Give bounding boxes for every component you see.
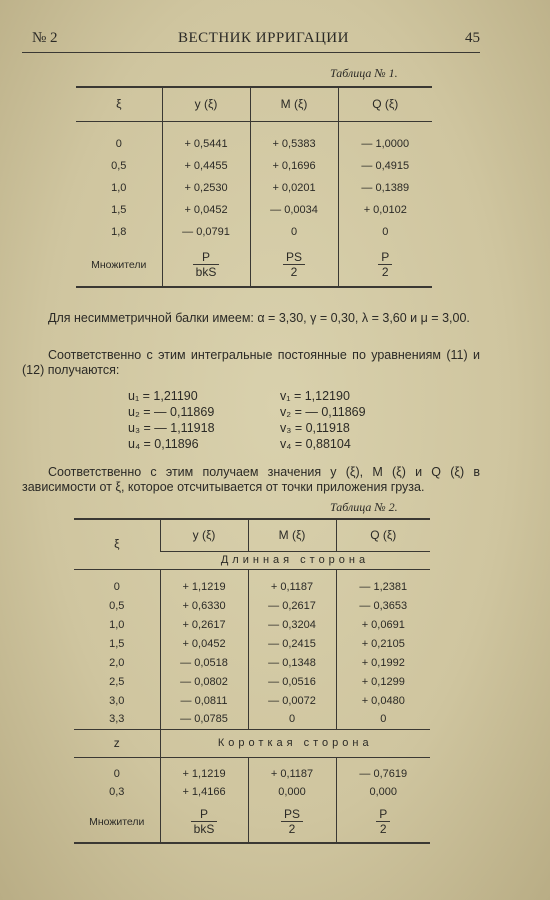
constants-row — [128, 436, 428, 452]
table-cell — [248, 801, 336, 843]
table-cell: — 0,0791 — [162, 221, 250, 243]
table2-header-row — [74, 519, 430, 551]
table1-col-xi: ξ — [76, 87, 162, 121]
table-cell: — 0,0811 — [160, 691, 248, 710]
multipliers-label: Множители — [91, 258, 147, 271]
table-cell: — 0,2617 — [248, 596, 336, 615]
constant-u: u₄ = 0,11896 — [128, 437, 199, 451]
table-cell: — 0,1348 — [248, 653, 336, 672]
fraction-numerator: P — [191, 807, 218, 822]
table2-spacer — [74, 569, 430, 577]
table2-spacer — [74, 757, 430, 765]
table-row — [74, 710, 430, 729]
fraction-denominator: 2 — [381, 265, 389, 279]
table-cell: 0,000 — [248, 783, 336, 801]
table-cell: + 0,0691 — [336, 615, 430, 634]
table-cell: + 1,4166 — [160, 783, 248, 801]
table-cell — [250, 243, 338, 287]
table-cell: + 0,0452 — [162, 199, 250, 221]
fraction-denominator: bkS — [195, 265, 217, 279]
table-cell: 1,0 — [111, 182, 127, 194]
table-cell: + 0,0102 — [338, 199, 432, 221]
issue-number: № 2 — [32, 30, 58, 46]
table-cell: — 0,0516 — [248, 672, 336, 691]
table-cell: — 1,0000 — [338, 133, 432, 155]
table2-col-m: M (ξ) — [248, 519, 336, 551]
table-cell — [162, 243, 250, 287]
table-cell: + 1,1219 — [160, 577, 248, 596]
table-cell: — 0,0034 — [250, 199, 338, 221]
fraction — [191, 807, 218, 836]
table-cell: — 0,7619 — [336, 765, 430, 783]
table-cell: 0,5 — [111, 160, 127, 172]
fraction-numerator: PS — [283, 250, 305, 265]
table-row — [74, 577, 430, 596]
constants-row — [128, 388, 428, 404]
table1-col-q: Q (ξ) — [338, 87, 432, 121]
table-cell: 0 — [336, 710, 430, 729]
table-row — [74, 783, 430, 801]
fraction-numerator: P — [378, 250, 392, 265]
table-row — [76, 155, 432, 177]
table-cell: + 0,0480 — [336, 691, 430, 710]
table-cell: + 1,1219 — [160, 765, 248, 783]
paragraph-values: Соответственно с этим получаем значения y (ξ), M (ξ) и Q (ξ) в зависимости от ξ, которое отсчитывается от точки приложения груза. — [22, 465, 480, 494]
constant-v: v₁ = 1,12190 — [280, 389, 350, 403]
table-row — [74, 653, 430, 672]
table-cell: — 0,4915 — [338, 155, 432, 177]
table-cell: 1,8 — [111, 226, 127, 238]
table-cell: + 0,6330 — [160, 596, 248, 615]
table1-header-row — [76, 87, 432, 121]
fraction-denominator: 2 — [379, 822, 387, 836]
constant-u: u₂ = — 0,11869 — [128, 405, 215, 419]
table-row — [74, 596, 430, 615]
fraction-denominator: bkS — [193, 822, 215, 836]
table-cell: + 0,1299 — [336, 672, 430, 691]
table-cell: + 0,0201 — [250, 177, 338, 199]
table-cell — [160, 801, 248, 843]
table-cell — [336, 801, 430, 843]
table-cell: 2,0 — [109, 656, 125, 669]
table-cell: 1,5 — [111, 204, 127, 216]
table-cell: + 0,1187 — [248, 765, 336, 783]
fraction — [283, 250, 305, 279]
constant-v: v₃ = 0,11918 — [280, 421, 350, 435]
table-cell: 2,5 — [109, 675, 125, 688]
table-cell: 0 — [338, 221, 432, 243]
table-cell: — 0,3204 — [248, 615, 336, 634]
table-cell: 3,3 — [74, 710, 160, 729]
table-cell: 0,5 — [109, 599, 125, 612]
table2-col-q: Q (ξ) — [336, 519, 430, 551]
short-side-label: Короткая сторона — [160, 729, 430, 757]
table-cell: 0 — [113, 768, 120, 780]
table2 — [74, 518, 430, 844]
table-row — [74, 634, 430, 653]
table-row — [74, 765, 430, 783]
page-header — [22, 30, 480, 53]
table-row — [74, 691, 430, 710]
table-cell: 0 — [250, 221, 338, 243]
fraction-denominator: 2 — [290, 265, 298, 279]
fraction-numerator: P — [193, 250, 220, 265]
table-cell: — 0,0802 — [160, 672, 248, 691]
short-col-label: z — [74, 729, 160, 757]
table-cell: + 0,2105 — [336, 634, 430, 653]
fraction — [376, 807, 390, 836]
table-cell: 0,000 — [336, 783, 430, 801]
table-row — [74, 615, 430, 634]
table-cell: + 0,1696 — [250, 155, 338, 177]
table-cell: — 0,0785 — [160, 710, 248, 729]
fraction-denominator: 2 — [288, 822, 296, 836]
table-cell: + 0,0452 — [160, 634, 248, 653]
table-cell: + 0,5383 — [250, 133, 338, 155]
table-cell: — 0,0518 — [160, 653, 248, 672]
table-cell: — 0,3653 — [336, 596, 430, 615]
constant-u: u₁ = 1,21190 — [128, 389, 198, 403]
table2-short-side-row — [74, 729, 430, 757]
table-cell: — 0,1389 — [338, 177, 432, 199]
table-cell: 0 — [115, 138, 122, 150]
page-number: 45 — [465, 30, 480, 46]
table-row — [74, 672, 430, 691]
paragraph-integral-constants: Соответственно с этим интегральные постоянные по уравнениям (11) и (12) получаются: — [22, 348, 480, 377]
fraction-numerator: PS — [281, 807, 303, 822]
table-cell: 0 — [248, 710, 336, 729]
table-cell — [338, 243, 432, 287]
table-cell: + 0,1992 — [336, 653, 430, 672]
table-cell: — 0,0072 — [248, 691, 336, 710]
constants-block — [128, 388, 428, 452]
table-cell: + 0,2617 — [160, 615, 248, 634]
table1-multipliers-row — [76, 243, 432, 287]
table2-caption: Таблица № 2. — [330, 500, 398, 514]
table-row — [76, 199, 432, 221]
table-cell: — 1,2381 — [336, 577, 430, 596]
table1-col-y: y (ξ) — [162, 87, 250, 121]
constant-v: v₂ = — 0,11869 — [280, 405, 366, 419]
paragraph-asymmetric-beam: Для несимметричной балки имеем: α = 3,30, γ = 0,30, λ = 3,60 и μ = 3,00. — [48, 311, 470, 325]
constants-row — [128, 420, 428, 436]
table-cell: 0,3 — [109, 786, 125, 798]
table-cell: 1,0 — [109, 618, 125, 631]
table-cell: + 0,1187 — [248, 577, 336, 596]
constant-u: u₃ = — 1,11918 — [128, 421, 215, 435]
constant-v: v₄ = 0,88104 — [280, 437, 351, 451]
table2-multipliers-row — [74, 801, 430, 843]
table-cell: + 0,5441 — [162, 133, 250, 155]
constants-row — [128, 404, 428, 420]
fraction — [281, 807, 303, 836]
table-cell: + 0,4455 — [162, 155, 250, 177]
table-row — [76, 221, 432, 243]
table-cell: 1,5 — [109, 637, 125, 650]
long-side-label: Длинная сторона — [160, 551, 430, 569]
table1-caption: Таблица № 1. — [330, 66, 398, 80]
table-cell: — 0,2415 — [248, 634, 336, 653]
table1-col-m: M (ξ) — [250, 87, 338, 121]
multipliers-label: Множители — [89, 815, 145, 828]
fraction — [378, 250, 392, 279]
table-cell: 0 — [113, 580, 120, 593]
table2-col-y: y (ξ) — [160, 519, 248, 551]
table2-col-xi: ξ — [74, 519, 160, 569]
table-row — [76, 177, 432, 199]
table-cell: 3,0 — [109, 694, 125, 707]
journal-title: ВЕСТНИК ИРРИГАЦИИ — [178, 30, 349, 46]
fraction — [193, 250, 220, 279]
table-row — [76, 133, 432, 155]
table1-spacer — [76, 121, 432, 133]
fraction-numerator: P — [376, 807, 390, 822]
table-cell: + 0,2530 — [162, 177, 250, 199]
table1 — [76, 86, 432, 288]
